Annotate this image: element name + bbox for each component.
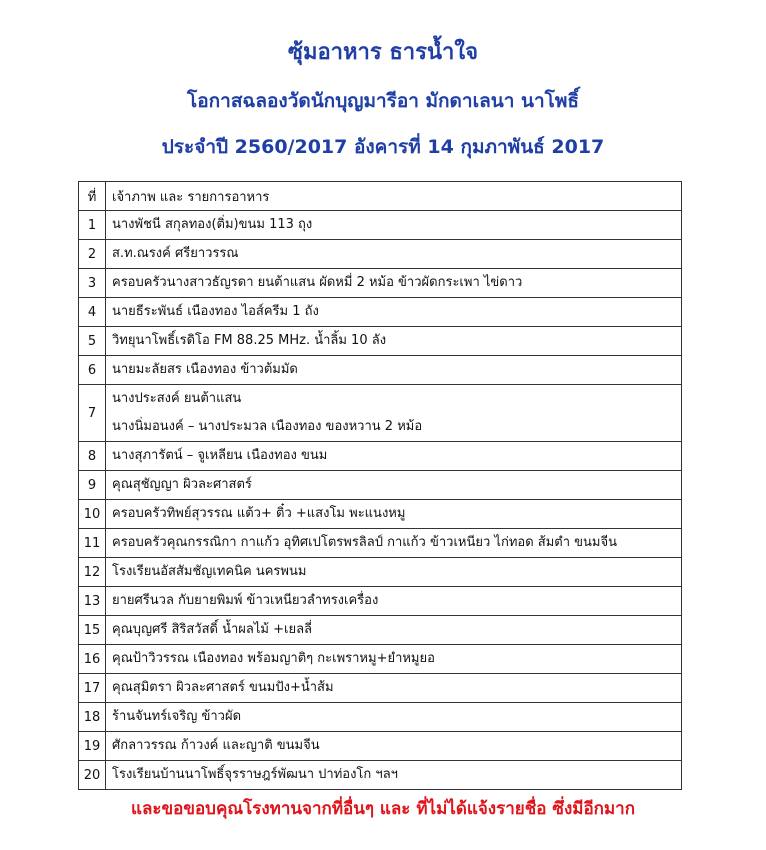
table-row <box>79 471 682 500</box>
table-row <box>79 674 682 703</box>
row-number: 20 <box>79 761 106 790</box>
row-text-line: นางนิ่มอนงค์ – นางประมวล เนืองทอง ของหวาน 2 หม้อ <box>112 419 423 434</box>
row-text-line: ครอบครัวทิพย์สุวรรณ แต้ว+ ติ๋ว +แสงโม พะแนงหมู <box>112 506 406 521</box>
table-row <box>79 500 682 529</box>
table-row <box>79 298 682 327</box>
table-row <box>79 356 682 385</box>
row-description <box>106 356 682 385</box>
row-text-line: ส.ท.ณรงค์ ศรียาวรรณ <box>112 246 239 261</box>
row-description <box>106 211 682 240</box>
row-number: 18 <box>79 703 106 732</box>
row-number: 10 <box>79 500 106 529</box>
row-number: 2 <box>79 240 106 269</box>
table-row <box>79 240 682 269</box>
row-description <box>106 500 682 529</box>
row-text-line: นางสุภารัตน์ – จูเหลียน เนืองทอง ขนม <box>112 448 328 463</box>
row-text-line: นายธีระพันธ์ เนืองทอง ไอส์ครีม 1 ถัง <box>112 304 319 319</box>
row-number: 16 <box>79 645 106 674</box>
table-header-row <box>79 182 682 211</box>
row-number: 11 <box>79 529 106 558</box>
header-description: เจ้าภาพ และ รายการอาหาร <box>106 182 682 211</box>
row-description <box>106 471 682 500</box>
event-date: ประจำปี 2560/2017 อังคารที่ 14 กุมภาพันธ์ 2017 <box>161 136 605 158</box>
row-description <box>106 269 682 298</box>
table-row <box>79 529 682 558</box>
row-text-line: คุณสุชัญญา ผิวละศาสตร์ <box>112 477 252 492</box>
row-number: 7 <box>79 385 106 442</box>
row-text-line: โรงเรียนบ้านนาโพธิ์จุรราษฎร์พัฒนา ปาท่องโก ฯลฯ <box>112 767 398 782</box>
row-text-line: คุณสุมิตรา ผิวละศาสตร์ ขนมปัง+น้ำส้ม <box>112 680 334 695</box>
table-row <box>79 211 682 240</box>
row-text-line: ยายศรีนวล กับยายพิมพ์ ข้าวเหนียวลำทรงเครื่อง <box>112 593 379 608</box>
row-number: 13 <box>79 587 106 616</box>
row-number: 15 <box>79 616 106 645</box>
table-row <box>79 558 682 587</box>
row-description <box>106 298 682 327</box>
row-text-line: นางประสงค์ ยนต้าแสน <box>112 391 242 406</box>
row-text-line: ครอบครัวคุณกรรณิกา กาแก้ว อุทิศเปโตรพรลิลป์ กาแก้ว ข้าวเหนียว ไก่ทอด ส้มตำ ขนมจีน <box>112 535 618 550</box>
row-text-line: คุณบุญศรี สิริสวัสดิ์ น้ำผลไม้ +เยลลี่ <box>112 622 313 637</box>
row-text-line: คุณป้าวิวรรณ เนืองทอง พร้อมญาติๆ กะเพราหมู+ยำหมูยอ <box>112 651 435 666</box>
row-text-line: ศักลาวรรณ ก้าวงค์ และญาติ ขนมจีน <box>112 738 320 753</box>
table-row <box>79 761 682 790</box>
row-description <box>106 327 682 356</box>
row-number: 9 <box>79 471 106 500</box>
thanks-note: และขอขอบคุณโรงทานจากที่อื่นๆ และ ที่ไม่ได้แจ้งรายชื่อ ซึ่งมีอีกมาก <box>130 799 635 819</box>
row-description <box>106 587 682 616</box>
header-no: ที่ <box>79 182 106 211</box>
table-row <box>79 645 682 674</box>
row-number: 19 <box>79 732 106 761</box>
row-description <box>106 674 682 703</box>
row-description <box>106 645 682 674</box>
row-text-line: นางพัชนี สกุลทอง(ติ่ม)ขนม 113 ถุง <box>112 217 313 232</box>
row-text-line: โรงเรียนอัสสัมชัญเทคนิค นครพนม <box>112 564 307 579</box>
row-description <box>106 240 682 269</box>
row-number: 5 <box>79 327 106 356</box>
row-number: 8 <box>79 442 106 471</box>
table-row <box>79 703 682 732</box>
event-subtitle: โอกาสฉลองวัดนักบุญมารีอา มักดาเลนา นาโพธิ์ <box>187 90 579 112</box>
row-description <box>106 529 682 558</box>
row-text-line: ร้านจันทร์เจริญ ข้าวผัด <box>112 709 242 724</box>
row-description <box>106 703 682 732</box>
row-description <box>106 732 682 761</box>
row-text-line: นายมะลัยสร เนืองทอง ข้าวต้มมัด <box>112 362 298 377</box>
row-number: 12 <box>79 558 106 587</box>
row-description <box>106 616 682 645</box>
table-row <box>79 732 682 761</box>
page-title: ซุ้มอาหาร ธารน้ำใจ <box>288 40 478 65</box>
row-number: 6 <box>79 356 106 385</box>
row-description <box>106 442 682 471</box>
row-number: 3 <box>79 269 106 298</box>
table-row <box>79 385 682 442</box>
row-number: 1 <box>79 211 106 240</box>
row-text-line: วิทยุนาโพธิ์เรดิโอ FM 88.25 MHz. น้ำลิ้ม 10 ลัง <box>112 333 387 348</box>
row-number: 17 <box>79 674 106 703</box>
row-description <box>106 761 682 790</box>
row-number: 4 <box>79 298 106 327</box>
table-row <box>79 616 682 645</box>
row-description <box>106 558 682 587</box>
donor-table <box>78 181 682 790</box>
row-description <box>106 385 682 442</box>
table-row <box>79 442 682 471</box>
table-row <box>79 269 682 298</box>
row-text-line: ครอบครัวนางสาวธัญรดา ยนต้าแสน ผัดหมี่ 2 หม้อ ข้าวผัดกระเพา ไข่ดาว <box>112 275 523 290</box>
table-row <box>79 587 682 616</box>
table-row <box>79 327 682 356</box>
